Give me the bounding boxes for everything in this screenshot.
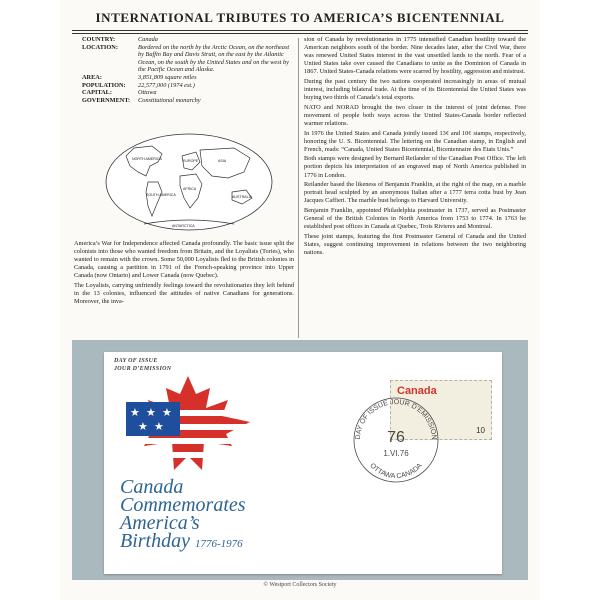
map-label-antarctica: ANTARCTICA: [172, 224, 195, 228]
fact-value: Constitutional monarchy: [138, 96, 201, 104]
postmark: [348, 392, 444, 488]
map-label-asia: ASIA: [218, 159, 227, 163]
fact-population: [82, 82, 292, 90]
svg-text:★: ★: [130, 406, 140, 419]
fact-area: [82, 74, 292, 82]
country-facts: [82, 36, 292, 104]
stamp-value: 10: [476, 426, 485, 435]
cachet-line: Canada: [120, 476, 184, 498]
svg-text:★: ★: [154, 420, 164, 433]
paragraph: Reilander based the likeness of Benjamin Franklin, at the right of the map, on a marble portrait head sculpted by an anonymous Italian after a 1777 terra cotta bust by Jean Jacques Caffieri. The marble bust belongs to Harvard University.: [304, 181, 526, 205]
title-rule-top: [72, 30, 528, 31]
fact-value: Canada: [138, 36, 158, 43]
fact-label: GOVERNMENT:: [82, 96, 131, 104]
title-rule-bottom: [72, 33, 528, 34]
fact-value: 22,577,000 (1974 est.): [138, 81, 195, 89]
paragraph: The Loyalists, carrying unfriendly feelings toward the revolutionaries they left behind in the 13 colonies, influenced the attitudes of native Canadians for generations. Moreover, the inva-: [74, 281, 294, 306]
map-label-south-america: SOUTH AMERICA: [146, 193, 176, 197]
fact-label: COUNTRY:: [82, 36, 116, 43]
map-label-europe: EUROPE: [183, 159, 199, 163]
fact-label: CAPITAL:: [82, 89, 112, 97]
fact-location: [82, 44, 292, 74]
fact-label: AREA:: [82, 73, 102, 81]
fact-capital: [82, 89, 292, 97]
paragraph: sion of Canada by revolutionaries in 1775 intensified Canadian hostility toward the American neighbors south of the border. Nine decades later, after the Civil War, there was renewed United States interest in the vast unsettled lands to the north. Fear of a United States take over caused the Canadians to unite as the Dominion of Canada in 1867. United States-Canada relations were scarred by hostility, aggression and mistrust.: [304, 36, 526, 76]
cachet-line: Commemorates: [120, 494, 246, 516]
paragraph: During the past century the two nations cooperated increasingly in areas of mutual interest, including bilateral trade. At the time of its Bicentennial the United States was buying two thirds of Canada’s total exports.: [304, 77, 526, 102]
cachet-flag-maple-leaf: [118, 374, 258, 474]
fact-value: 3,851,809 square miles: [138, 73, 197, 81]
svg-text:★: ★: [146, 406, 156, 419]
day-of-issue-fr: JOUR D’EMISSION: [114, 365, 172, 372]
fact-country: [82, 36, 292, 44]
paragraph: Benjamin Franklin, appointed Philadelphia postmaster in 1737, served as Postmaster General of the British Colonies in North America from 1753 to 1774. In 1763 he established post offices in Canada at Quebec, Trois Rivieres and Montreal.: [304, 206, 526, 231]
paragraph: NATO and NORAD brought the two closer in the interest of joint defense. Free movement of people both ways across the United States-Canada border reflected warmer relations.: [304, 103, 526, 127]
cachet-line: Birthday: [120, 530, 190, 552]
cachet-caption: [120, 478, 290, 553]
paragraph: In 1976 the United States and Canada jointly issued 13¢ and 10¢ stamps, respectively, honoring the U. S. Bicentennial. The lettering on the Canadian stamp, in English and French, reads: “Canada, United States Bicentennial, Bicentennaire des Etats Unis.”: [304, 129, 526, 153]
page-title: INTERNATIONAL TRIBUTES TO AMERICA’S BICENTENNIAL: [95, 10, 505, 25]
svg-text:★: ★: [162, 406, 172, 419]
copyright-footer: © Westport Collectors Society: [263, 582, 337, 588]
fact-label: POPULATION:: [82, 81, 126, 89]
svg-text:★: ★: [138, 420, 148, 433]
stamp-country: Canada: [397, 385, 437, 397]
day-of-issue-en: DAY OF ISSUE: [114, 358, 158, 364]
column-divider: [298, 38, 299, 338]
postmark-year: 76: [387, 429, 405, 446]
map-label-africa: AFRICA: [183, 187, 197, 191]
postmark-date: 1.VI.76: [383, 449, 409, 458]
paragraph: America’s War for Independence affected Canada profoundly. The basic issue split the colonists into those who wanted freedom from Britain, and the Loyalists (Tories), who wanted to remain with the crown. Some 50,000 Loyalists fled to the British colonies in Canada, causing a partition in 1791 of the French-speaking province into Upper Canada (now Ontario) and Lower Canada (now Quebec).: [74, 240, 294, 280]
cachet-years: 1776-1976: [195, 538, 243, 550]
fact-value: Bordered on the north by the Arctic Ocean, on the northeast by Baffin Bay and Davis Strait, on the east by the Atlantic Ocean, on the south by the United States and on the west by the Pacific Ocean and Alaska.: [138, 43, 290, 74]
map-label-north-america: NORTH AMERICA: [132, 157, 162, 161]
cachet-line: America’s: [120, 512, 200, 534]
map-label-australia: AUSTRALIA: [232, 195, 252, 199]
paragraph: Both stamps were designed by Bernard Reilander of the Canadian Post Office. The left portion depicts his interpretation of an engraved map of North America published in 1776 in London.: [304, 155, 526, 179]
postmark-arc-top: DAY OF ISSUE JOUR D’EMISSION: [354, 398, 438, 440]
fact-value: Ottawa: [138, 89, 157, 97]
paragraph: These joint stamps, featuring the first Postmaster General of Canada and the United States, suggest continuing improvement in relations between the two neighboring nations.: [304, 232, 526, 256]
postmark-arc-bottom: OTTAWA CANADA: [368, 462, 424, 481]
fact-government: [82, 97, 292, 105]
fact-label: LOCATION:: [82, 43, 118, 51]
day-of-issue-label: [114, 358, 171, 373]
right-column-text: [304, 36, 526, 258]
left-column-text: [74, 240, 294, 308]
world-map: [104, 132, 274, 232]
